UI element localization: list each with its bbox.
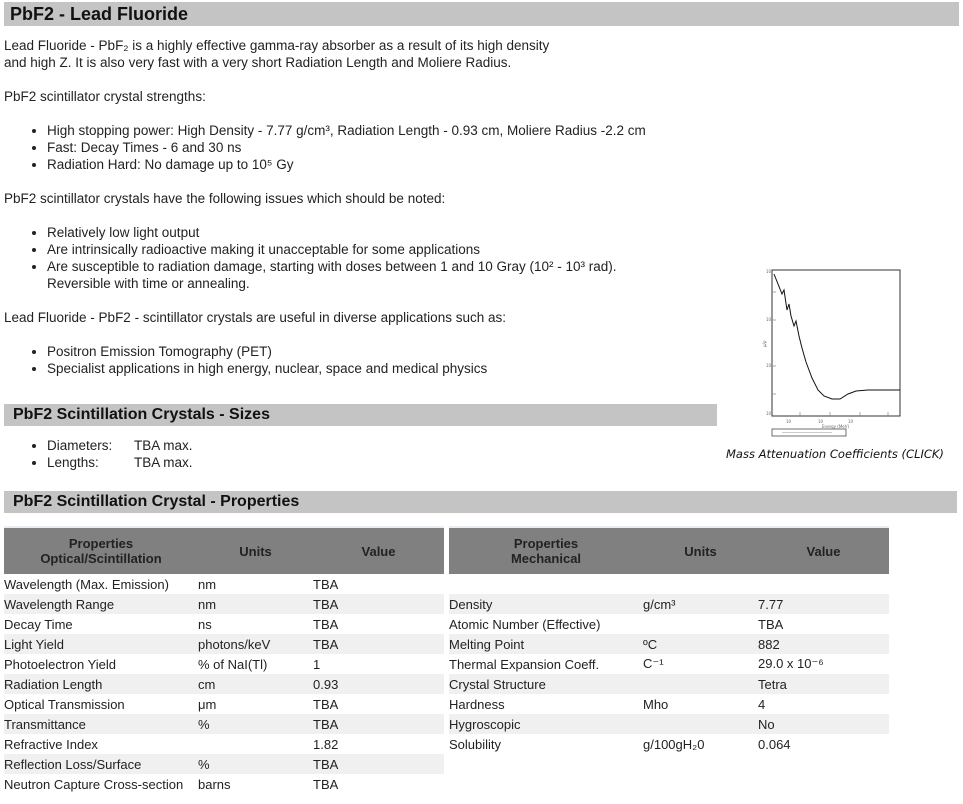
- property-value: 0.93: [313, 674, 444, 694]
- optical-properties-table: [4, 526, 444, 794]
- table-row: [4, 734, 444, 754]
- lengths-value: TBA max.: [134, 455, 193, 470]
- property-value: Tetra: [758, 674, 889, 694]
- property-value: 0.064: [758, 736, 791, 752]
- strengths-list: [24, 122, 646, 173]
- property-units: nm: [198, 576, 217, 592]
- property-value: TBA: [758, 616, 784, 632]
- property-value: TBA: [313, 576, 339, 592]
- property-name: Solubility: [449, 736, 502, 752]
- property-units: g/100gH₂0: [643, 736, 705, 752]
- property-value: 7.77: [758, 594, 889, 614]
- svg-text:10: 10: [766, 269, 772, 274]
- property-name: Transmittance: [4, 714, 198, 734]
- property-units: [643, 674, 758, 694]
- property-units: photons/keV: [198, 634, 313, 654]
- col-header-properties: Properties Mechanical: [449, 527, 643, 574]
- property-value: 4: [758, 696, 766, 712]
- property-name: Hygroscopic: [449, 714, 643, 734]
- intro-line-1: Lead Fluoride - PbF₂ is a highly effective gamma-ray absorber as a result of its high density: [4, 38, 550, 53]
- property-name: [449, 574, 643, 594]
- list-item: • Are intrinsically radioactive making it unacceptable for some applications: [47, 241, 617, 258]
- properties-heading: PbF2 Scintillation Crystal - Properties: [4, 491, 957, 513]
- svg-text:Energy (MeV): Energy (MeV): [822, 424, 850, 429]
- svg-text:μ/ρ: μ/ρ: [762, 340, 767, 347]
- property-value: TBA: [313, 616, 339, 632]
- strengths-heading: PbF2 scintillator crystal strengths:: [4, 89, 206, 104]
- property-name: Decay Time: [4, 616, 73, 632]
- table-row: [4, 714, 444, 734]
- property-name: Wavelength Range: [4, 594, 198, 614]
- property-units: barns: [198, 776, 231, 792]
- col-header-properties: Properties Optical/Scintillation: [4, 527, 198, 574]
- mechanical-properties-table: [449, 526, 889, 754]
- property-name: Photoelectron Yield: [4, 656, 117, 672]
- property-value: TBA: [313, 594, 444, 614]
- property-units: C⁻¹: [643, 656, 664, 671]
- property-name: Refractive Index: [4, 736, 98, 752]
- figure-caption-link[interactable]: Mass Attenuation Coefficients (CLICK): [726, 447, 944, 461]
- property-value: TBA: [313, 754, 444, 774]
- table-row: [4, 694, 444, 714]
- table-row: [449, 634, 889, 654]
- applications-list: [24, 343, 487, 377]
- table-row: [449, 714, 889, 734]
- table-row: [449, 614, 889, 634]
- property-units: [643, 574, 758, 594]
- property-units: μm: [198, 696, 217, 712]
- col-header-value: Value: [758, 527, 889, 574]
- property-value: TBA: [313, 634, 444, 654]
- diameters-row: [47, 437, 193, 454]
- property-value: 1.82: [313, 736, 339, 752]
- applications-heading: Lead Fluoride - PbF2 - scintillator crystals are useful in diverse applications such as:: [4, 310, 506, 325]
- property-value: [758, 574, 889, 594]
- svg-text:10: 10: [766, 363, 772, 368]
- property-name: Neutron Capture Cross-section: [4, 776, 184, 792]
- property-units: Mho: [643, 696, 669, 712]
- table-row: [449, 734, 889, 754]
- property-name: Crystal Structure: [449, 674, 643, 694]
- table-row: [4, 754, 444, 774]
- table-row: [449, 574, 889, 594]
- property-value: No: [758, 714, 889, 734]
- svg-text:10: 10: [786, 419, 792, 424]
- table-row: [449, 654, 889, 674]
- svg-text:10: 10: [818, 419, 824, 424]
- property-name: Melting Point: [449, 634, 643, 654]
- table-row: [4, 614, 444, 634]
- list-item-continuation: Reversible with time or annealing.: [47, 276, 250, 291]
- svg-text:10: 10: [766, 411, 772, 416]
- property-units: [198, 734, 313, 754]
- table-row: [449, 594, 889, 614]
- table-row: [4, 634, 444, 654]
- property-name: Light Yield: [4, 634, 198, 654]
- list-item: • Specialist applications in high energy, nuclear, space and medical physics: [47, 360, 487, 377]
- property-units: cm: [198, 674, 313, 694]
- table-row: [4, 654, 444, 674]
- table-row: [4, 574, 444, 594]
- property-name: Radiation Length: [4, 674, 198, 694]
- list-item: • Fast: Decay Times - 6 and 30 ns: [47, 139, 646, 156]
- table-row: [4, 774, 444, 794]
- list-item: • Radiation Hard: No damage up to 10⁵ Gy: [47, 156, 646, 173]
- mass-attenuation-thumbnail[interactable]: [760, 266, 910, 441]
- property-units: % of NaI(Tl): [198, 656, 268, 672]
- list-item: • Relatively low light output: [47, 224, 617, 241]
- property-name: Wavelength (Max. Emission): [4, 576, 169, 592]
- property-units: ºC: [643, 634, 758, 654]
- property-units: g/cm³: [643, 594, 758, 614]
- table-row: [449, 674, 889, 694]
- list-item: • Positron Emission Tomography (PET): [47, 343, 487, 360]
- col-header-units: Units: [198, 527, 313, 574]
- sizes-list: [24, 437, 193, 471]
- property-name: Optical Transmission: [4, 696, 125, 712]
- property-units: ns: [198, 616, 212, 632]
- col-header-value: Value: [313, 527, 444, 574]
- svg-text:10: 10: [848, 419, 854, 424]
- table-row: [4, 594, 444, 614]
- property-name: Atomic Number (Effective): [449, 616, 601, 632]
- intro-line-2: and high Z. It is also very fast with a very short Radiation Length and Moliere Radius.: [4, 55, 512, 70]
- list-item: • Are susceptible to radiation damage, starting with doses between 1 and 10 Gray (10² - 10³ rad).: [47, 258, 617, 275]
- lengths-label: Lengths:: [47, 455, 99, 470]
- property-name: Reflection Loss/Surface: [4, 754, 198, 774]
- property-value: TBA: [313, 696, 339, 712]
- property-value: 29.0 x 10⁻⁶: [758, 656, 824, 671]
- table-row: [4, 674, 444, 694]
- page-title: PbF2 - Lead Fluoride: [4, 2, 959, 26]
- issues-list: [24, 224, 617, 292]
- property-value: 1: [313, 656, 321, 672]
- property-units: %: [198, 714, 313, 734]
- diameters-label: Diameters:: [47, 438, 113, 453]
- sizes-heading: PbF2 Scintillation Crystals - Sizes: [4, 404, 717, 426]
- lengths-row: [47, 454, 193, 471]
- property-units: %: [198, 754, 313, 774]
- svg-text:10: 10: [766, 317, 772, 322]
- property-value: TBA: [313, 714, 444, 734]
- property-name: Density: [449, 594, 643, 614]
- diameters-value: TBA max.: [134, 438, 193, 453]
- issues-heading: PbF2 scintillator crystals have the following issues which should be noted:: [4, 191, 446, 206]
- property-name: Thermal Expansion Coeff.: [449, 656, 600, 672]
- table-row: [449, 694, 889, 714]
- property-units: [643, 614, 758, 634]
- list-item: • High stopping power: High Density - 7.77 g/cm³, Radiation Length - 0.93 cm, Moliere Radius -2.2 cm: [47, 122, 646, 139]
- property-value: 882: [758, 634, 889, 654]
- property-units: [643, 714, 758, 734]
- property-value: TBA: [313, 776, 339, 792]
- col-header-units: Units: [643, 527, 758, 574]
- property-units: nm: [198, 594, 313, 614]
- property-name: Hardness: [449, 696, 505, 712]
